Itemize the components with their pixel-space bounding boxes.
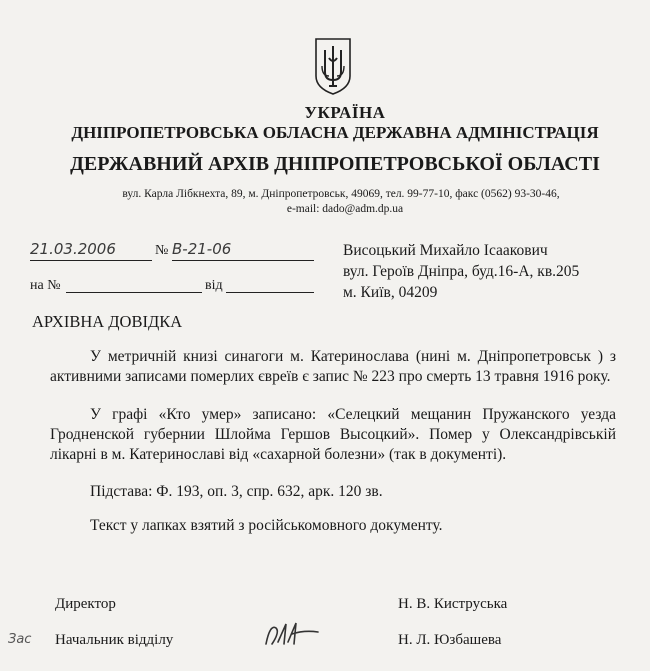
archive-heading: ДЕРЖАВНИЙ АРХІВ ДНІПРОПЕТРОВСЬКОЇ ОБЛАСТІ <box>70 153 600 175</box>
recipient-block <box>343 240 579 303</box>
number-label: № <box>155 243 169 258</box>
recipient-street: вул. Героїв Дніпра, буд.16-А, кв.205 <box>343 263 580 280</box>
reply-date-field <box>226 276 314 293</box>
reply-label: на № <box>30 278 61 293</box>
coat-of-arms-icon <box>313 36 353 96</box>
paragraph-1: У метричній книзі синагоги м. Катеринослава (нині м. Дніпропетровськ ) з активними записами померлих євреїв є запис № 223 про смерть 13 травня 1916 року. <box>50 348 616 385</box>
head-title: Начальник відділу <box>55 632 174 648</box>
from-label: від <box>205 278 223 293</box>
country-heading: УКРАЇНА <box>304 103 386 122</box>
handwritten-signature <box>262 618 322 650</box>
outgoing-date-field <box>30 240 152 261</box>
basis-line: Підстава: Ф. 193, оп. 3, спр. 632, арк. 120 зв. <box>90 483 383 500</box>
document-title: АРХІВНА ДОВІДКА <box>32 312 183 331</box>
outgoing-number-field <box>172 240 314 261</box>
director-name: Н. В. Киструська <box>398 596 508 612</box>
note-line: Текст у лапках взятий з російськомовного документу. <box>90 517 443 534</box>
outgoing-date: 21.03.2006 <box>30 240 116 258</box>
margin-note: Зас <box>8 632 32 647</box>
head-name: Н. Л. Юзбашева <box>398 632 502 648</box>
outgoing-number: В-21-06 <box>172 240 232 258</box>
address-line: вул. Карла Лібкнехта, 89, м. Дніпропетровськ, 49069, тел. 99-77-10, факс (0562) 93-30-46, <box>122 188 560 200</box>
paragraph-2: У графі «Кто умер» записано: «Селецкий мещанин Пружанского уезда Гродненской губернии Шлойма Гершов Высоцкий». Помер у Олександрівській лікарні в м. Катеринославі від «сахарной болезни» (так в документі). <box>50 406 616 463</box>
recipient-city: м. Київ, 04209 <box>343 284 438 301</box>
recipient-name: Висоцький Михайло Ісаакович <box>343 242 548 259</box>
director-title: Директор <box>55 596 116 612</box>
reply-number-field <box>66 276 202 293</box>
email-line: e-mail: dado@adm.dp.ua <box>286 203 404 215</box>
administration-heading: ДНІПРОПЕТРОВСЬКА ОБЛАСНА ДЕРЖАВНА АДМІНІСТРАЦІЯ <box>71 123 599 142</box>
